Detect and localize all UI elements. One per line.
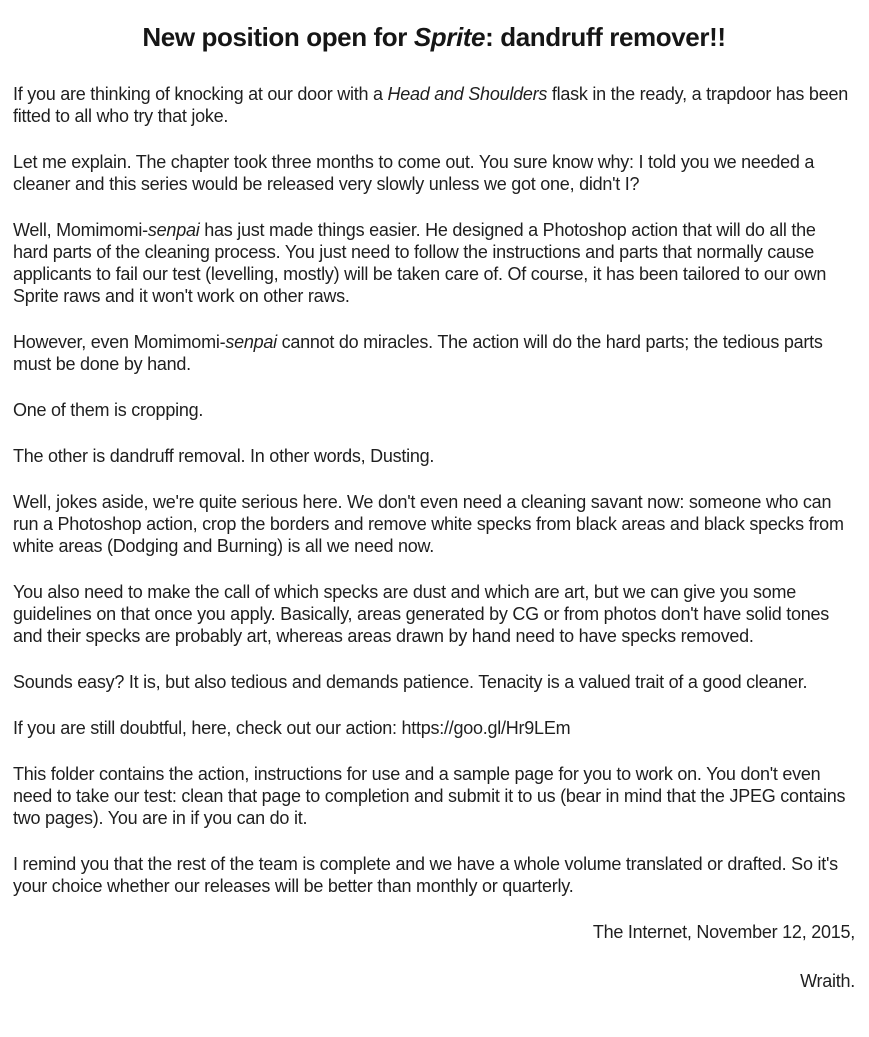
italic-text-segment: senpai: [147, 220, 200, 240]
paragraph: [13, 491, 855, 557]
text-segment: Well, jokes aside, we're quite serious here. We don't even need a cleaning savant now: someone who can run a Photoshop action, crop the borders and remove white specks from black areas and black specks from white areas (Dodging and Burning) is all we need now.: [13, 492, 844, 556]
text-segment: The other is dandruff removal. In other words, Dusting.: [13, 446, 435, 466]
paragraph: [13, 853, 855, 897]
text-segment: However, even Momimomi-: [13, 332, 226, 352]
document-body: [13, 83, 855, 897]
paragraph: [13, 151, 855, 195]
text-segment: New position open for: [142, 22, 414, 52]
page-title: [13, 22, 855, 53]
text-segment: : dandruff remover!!: [485, 22, 726, 52]
paragraph: [13, 83, 855, 127]
text-segment: I remind you that the rest of the team is complete and we have a whole volume translated or drafted. So it's your choice whether our releases will be better than monthly or quarterly.: [13, 854, 838, 896]
signature: Wraith.: [800, 971, 855, 991]
paragraph: [13, 399, 855, 421]
paragraph: [13, 331, 855, 375]
italic-text-segment: Sprite: [413, 22, 486, 52]
paragraph: [13, 717, 855, 739]
italic-text-segment: senpai: [225, 332, 277, 352]
text-segment: This folder contains the action, instructions for use and a sample page for you to work on. You don't even need to take our test: clean that page to completion and submit it to us (bear in mind that the JPEG contains two pages). You are in if you can do it.: [13, 764, 846, 828]
dateline: The Internet, November 12, 2015,: [592, 922, 855, 942]
text-segment: has just made things easier. He designed a Photoshop action that will do all the hard parts of the cleaning process. You just need to follow the instructions and parts that normally cause applicants to fail our test (levelling, mostly) will be taken care of. Of course, it has been tailored to our own Sprite raws and it won't work on other raws.: [13, 220, 827, 306]
text-segment: cannot do miracles. The action will do the hard parts; the tedious parts must be done by hand.: [13, 332, 823, 374]
text-segment: One of them is cropping.: [13, 400, 204, 420]
text-segment: Sounds easy? It is, but also tedious and demands patience. Tenacity is a valued trait of a good cleaner.: [13, 672, 808, 692]
paragraph: [13, 671, 855, 693]
action-url-text: https://goo.gl/Hr9LEm: [401, 718, 571, 738]
text-segment: flask in the ready, a trapdoor has been fitted to all who try that joke.: [13, 84, 848, 126]
text-segment: You also need to make the call of which specks are dust and which are art, but we can give you some guidelines on that once you apply. Basically, areas generated by CG or from photos don't have solid tones and their specks are probably art, whereas areas drawn by hand need to have specks removed.: [13, 582, 830, 646]
text-segment: If you are still doubtful, here, check out our action:: [13, 718, 402, 738]
paragraph: [13, 219, 855, 307]
italic-text-segment: Head and Shoulders: [387, 84, 548, 104]
text-segment: Let me explain. The chapter took three months to come out. You sure know why: I told you we needed a cleaner and this series would be released very slowly unless we got one, didn't I?: [13, 152, 815, 194]
paragraph: [13, 445, 855, 467]
paragraph: [13, 763, 855, 829]
text-segment: If you are thinking of knocking at our door with a: [13, 84, 388, 104]
text-segment: Well, Momimomi-: [13, 220, 148, 240]
paragraph: [13, 581, 855, 647]
